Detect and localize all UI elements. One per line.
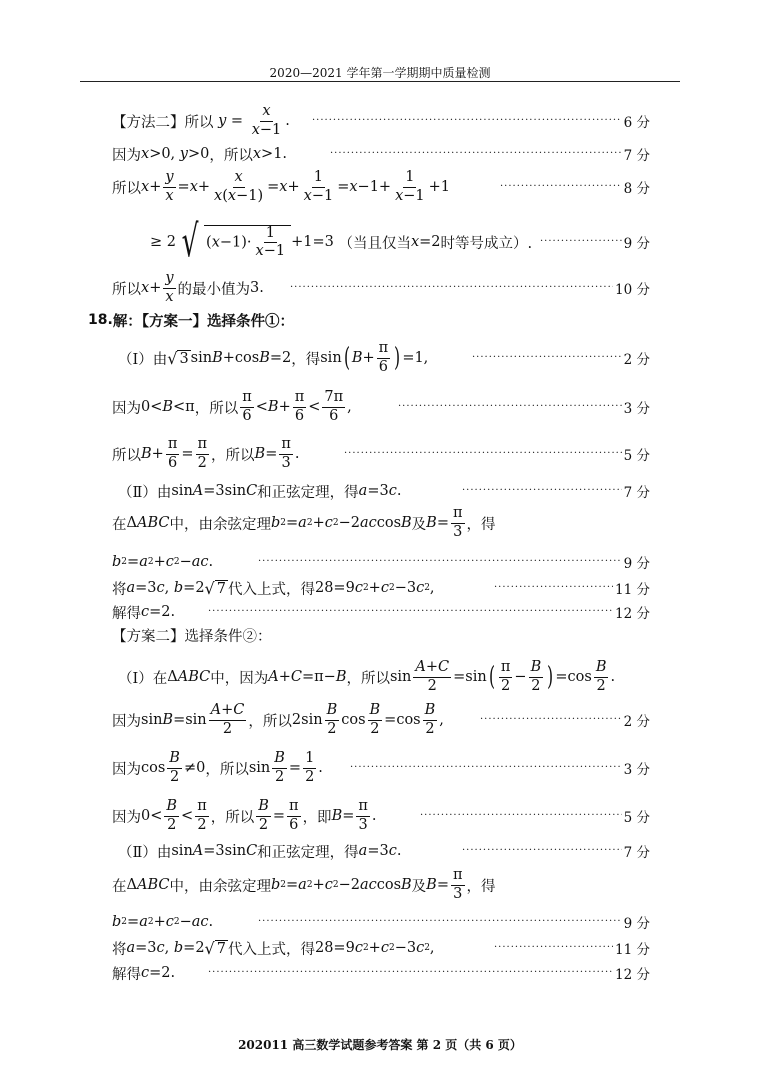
line-sum: 所以 x + $\frac{y}{x}$ = x + $\frac{x}{x(x-1)}$ = x + $\frac{1}{x-1}$ = x −1+ $\frac{1}{x-1}$ +1 <box>112 169 451 204</box>
leader-8: ····· 5 分 <box>344 434 650 474</box>
leader-13: ····· 2 分 <box>480 700 650 740</box>
header-rule <box>80 81 680 82</box>
line-b-p2-b2: b 2 = a 2 + c 2 − ac . <box>112 914 214 930</box>
line-p1-given: （Ⅰ）由 √ 3 sin B +cos B =2 ，得 sin ( B + $\frac{\pi}{6}$ ) =1, <box>118 340 429 375</box>
leader-18: ····· 11 分 <box>494 928 650 968</box>
line-b-p2-solve: 解得 c =2. <box>112 965 176 983</box>
line-b-p2-sine: （Ⅱ）由 sin A =3sin C 和正弦定理，得 a =3 c . <box>118 843 402 861</box>
line-b-p1-in: （Ⅰ）在 Δ ABC 中，因为 A + C =π− B ，所以 sin $\frac{A+C}{2}$ =sin ( $\frac{\pi}{2}$ − $\frac{B}{2}$ ) =cos $\frac{B}{2}$ . <box>118 659 616 694</box>
leader-19: ····· 12 分 <box>208 953 650 993</box>
line-min: 所以 x + $\frac{y}{x}$ 的最小值为 3. <box>112 270 264 305</box>
leader-10: ····· 9 分 <box>258 542 650 582</box>
line-p2-cosrule: 在 Δ ABC 中，由余弦定理 b 2 = a 2 + c 2 −2 ac cos B 及 B = $\frac{\pi}{3}$ ，得 <box>112 505 496 540</box>
leader-11: ····· 11 分 <box>494 568 650 608</box>
line-am-gm: ≥ 2 √ (x−1)· $\frac{1}{x-1}$ +1=3 （当且仅当 x =2 时等号成立）. <box>150 216 533 268</box>
leader-14: ····· 3 分 <box>350 748 650 788</box>
line-because-xy: 因为 x >0, y >0 ，所以 x >1. <box>112 146 288 164</box>
line-b-p2-cosrule: 在 Δ ABC 中，由余弦定理 b 2 = a 2 + c 2 −2 ac cos B 及 B = $\frac{\pi}{3}$ ，得 <box>112 867 496 902</box>
leader-3: ····· 8 分 <box>500 167 650 207</box>
line-b-p1-range: 因为 0< $\frac{B}{2}$ < $\frac{\pi}{2}$ ，所以 $\frac{B}{2}$ = $\frac{\pi}{6}$ ，即 B = $\frac{\pi}{3}$ . <box>112 798 377 833</box>
leader-7: ····· 3 分 <box>398 387 650 427</box>
leader-12: ····· 12 分 <box>208 592 650 632</box>
line-p2-substitute: 将 a =3 c , b =2 √ 7 代入上式，得 28=9 c 2 + c 2 −3 c 2 , <box>112 578 435 598</box>
line-p1-range: 因为 0< B <π ，所以 $\frac{\pi}{6}$ < B + $\frac{\pi}{6}$ < $\frac{7\pi}{6}$ , <box>112 389 352 424</box>
leader-1: ····· 6 分 <box>312 101 650 141</box>
leader-15: ····· 5 分 <box>420 796 650 836</box>
leader-6: ····· 2 分 <box>472 338 650 378</box>
leader-4: ····· 9 分 <box>540 222 650 262</box>
leader-9: ····· 7 分 <box>462 471 650 511</box>
leader-16: ····· 7 分 <box>462 831 650 871</box>
q18-title: 18. 解：【方案一】选择条件①： <box>88 312 295 330</box>
plan2-title: 【方案二】选择条件②： <box>112 628 272 645</box>
leader-17: ····· 9 分 <box>258 902 650 942</box>
leader-5: ····· 10 分 <box>290 268 650 308</box>
line-p2-solve: 解得 c =2. <box>112 604 176 622</box>
page-footer: 202011 高三数学试题参考答案 第 2 页（共 6 页） <box>238 1038 522 1052</box>
line-b-p1-cos: 因为 cos $\frac{B}{2}$ ≠0 ，所以 sin $\frac{B}{2}$ = $\frac{1}{2}$ . <box>112 750 323 785</box>
line-method2: 【方法二】所以 y = $\frac{x}{x-1}$ . <box>112 103 290 138</box>
page-header: 2020—2021 学年第一学期期中质量检测 <box>269 66 491 80</box>
line-p2-b2: b 2 = a 2 + c 2 − ac . <box>112 554 214 570</box>
line-b-p2-substitute: 将 a =3 c , b =2 √ 7 代入上式，得 28=9 c 2 + c 2 −3 c 2 , <box>112 938 435 958</box>
line-p1-result: 所以 B + $\frac{\pi}{6}$ = $\frac{\pi}{2}$ ，所以 B = $\frac{\pi}{3}$ . <box>112 436 300 471</box>
line-p2-sine: （Ⅱ）由 sin A =3sin C 和正弦定理，得 a =3 c . <box>118 483 402 501</box>
leader-2: ····· 7 分 <box>330 134 650 174</box>
line-b-p1-sinB: 因为 sin B =sin $\frac{A+C}{2}$ ，所以 2sin $\frac{B}{2}$ cos $\frac{B}{2}$ =cos $\frac{B}{2}$ , <box>112 702 444 737</box>
